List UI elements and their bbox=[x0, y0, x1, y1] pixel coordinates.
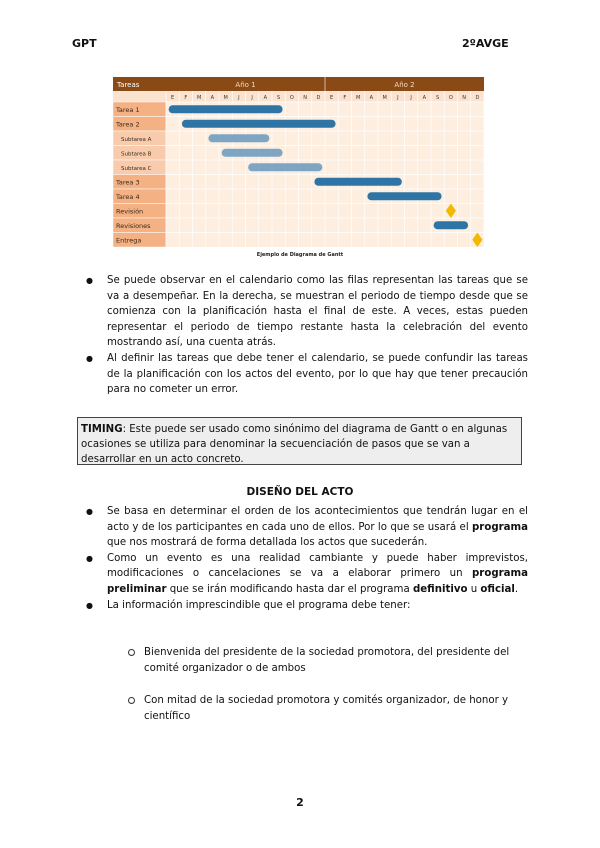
list-item: ● La información imprescindible que el programa debe tener: bbox=[78, 598, 528, 614]
gantt-month-label: D bbox=[475, 95, 480, 101]
gantt-month-label: M bbox=[223, 95, 228, 101]
gantt-month-label: N bbox=[462, 95, 466, 101]
bullet-list-design bbox=[78, 504, 528, 613]
timing-text: : Este puede ser usado como sinónimo del diagrama de Gantt o en algunas ocasiones se utiliza para denominar la secuenciación de pasos que se van a desarrollar en un acto concreto. bbox=[81, 424, 508, 465]
gantt-month-label: M bbox=[355, 95, 361, 101]
gantt-month-label: J bbox=[410, 95, 412, 101]
gantt-month-label: E bbox=[330, 95, 334, 101]
gantt-month-label: A bbox=[210, 95, 215, 101]
gantt-bar bbox=[169, 105, 283, 113]
gantt-header-label: Tareas bbox=[117, 81, 140, 89]
gantt-month-label: E bbox=[171, 95, 175, 101]
gantt-header-band bbox=[113, 77, 484, 91]
gantt-row-label: Revisión bbox=[116, 207, 144, 216]
gantt-row-label: Tarea 2 bbox=[116, 120, 140, 129]
section-title: DISEÑO DEL ACTO bbox=[246, 486, 354, 498]
list-item: ● Como un evento es una realidad cambiante y puede haber imprevistos, modificaciones o cancelaciones se va a elaborar primero un programa preliminar que se irán modificando hasta dar el programa definitivo u oficial. bbox=[78, 551, 528, 598]
gantt-month-label: M bbox=[196, 95, 202, 101]
gantt-row-label: Revisiones bbox=[116, 221, 151, 230]
gantt-row-label: Entrega bbox=[116, 236, 142, 245]
gantt-year-label: Año 2 bbox=[394, 81, 415, 89]
list-item: ● Se puede observar en el calendario como las filas representan las tareas que se va a desempeñar. En la derecha, se muestran el periodo de tiempo desde que se comienza con la planificación hasta el final de este. A veces, estas pueden representar el periodo de tiempo restante hasta la celebración del evento mostrando así, una cuenta atrás. bbox=[78, 273, 528, 351]
gantt-month-label: F bbox=[343, 95, 347, 101]
gantt-bar bbox=[434, 221, 468, 229]
gantt-row-label: Tarea 1 bbox=[116, 105, 140, 114]
gantt-month-label: O bbox=[448, 95, 453, 101]
page-number: 2 bbox=[296, 796, 304, 809]
sub-list-item-1 bbox=[144, 645, 528, 676]
list-item: ● Al definir las tareas que debe tener el calendario, se puede confundir las tareas de la planificación con los actos del evento, por lo que hay que tener precaución para no cometer un error. bbox=[78, 351, 528, 398]
header-left: GPT bbox=[72, 37, 97, 50]
gantt-row-label: Tarea 4 bbox=[116, 192, 140, 201]
gantt-chart bbox=[113, 77, 484, 247]
list-item: Bienvenida del presidente de la sociedad promotora, del presidente del comité organizador o de ambos bbox=[144, 645, 528, 676]
gantt-row-label: Subtarea C bbox=[121, 165, 152, 172]
timing-term: TIMING bbox=[81, 424, 123, 435]
gantt-month-label: A bbox=[369, 95, 374, 101]
gantt-month-label: A bbox=[263, 95, 268, 101]
gantt-bar bbox=[222, 149, 283, 157]
gantt-month-label: D bbox=[316, 95, 321, 101]
gantt-bar bbox=[314, 178, 401, 186]
gantt-row-label: Subtarea B bbox=[121, 151, 152, 158]
gantt-month-label: J bbox=[238, 95, 240, 101]
gantt-month-label: S bbox=[277, 95, 281, 101]
gantt-bar bbox=[182, 120, 336, 128]
gantt-row-label: Subtarea A bbox=[121, 136, 152, 143]
gantt-caption: Ejemplo de Diagrama de Gantt bbox=[256, 252, 344, 258]
gantt-month-label: O bbox=[289, 95, 294, 101]
gantt-month-label: F bbox=[184, 95, 188, 101]
gantt-bar bbox=[367, 192, 441, 200]
gantt-month-label: M bbox=[382, 95, 387, 101]
timing-definition-box bbox=[77, 417, 522, 465]
gantt-bar bbox=[208, 134, 269, 142]
circle-bullet-icon bbox=[128, 697, 135, 704]
gantt-month-label: J bbox=[251, 95, 253, 101]
gantt-month-label: S bbox=[436, 95, 440, 101]
gantt-month-label: J bbox=[397, 95, 399, 101]
circle-bullet-icon bbox=[128, 649, 135, 656]
list-item: ● Se basa en determinar el orden de los acontecimientos que tendrán lugar en el acto y de los participantes en cada uno de ellos. Por lo que se usará el programa que nos mostrará de forma detallada los actos que sucederán. bbox=[78, 504, 528, 551]
header-right: 2ºAVGE bbox=[462, 37, 509, 50]
gantt-year-label: Año 1 bbox=[235, 81, 256, 89]
sub-list-item-2 bbox=[144, 693, 528, 724]
gantt-month-label: A bbox=[422, 95, 427, 101]
gantt-month-label: N bbox=[303, 95, 307, 101]
list-item: Con mitad de la sociedad promotora y comités organizador, de honor y científico bbox=[144, 693, 528, 724]
gantt-bar bbox=[248, 163, 322, 171]
gantt-row-label: Tarea 3 bbox=[116, 178, 140, 187]
bullet-list-calendar bbox=[78, 273, 528, 398]
